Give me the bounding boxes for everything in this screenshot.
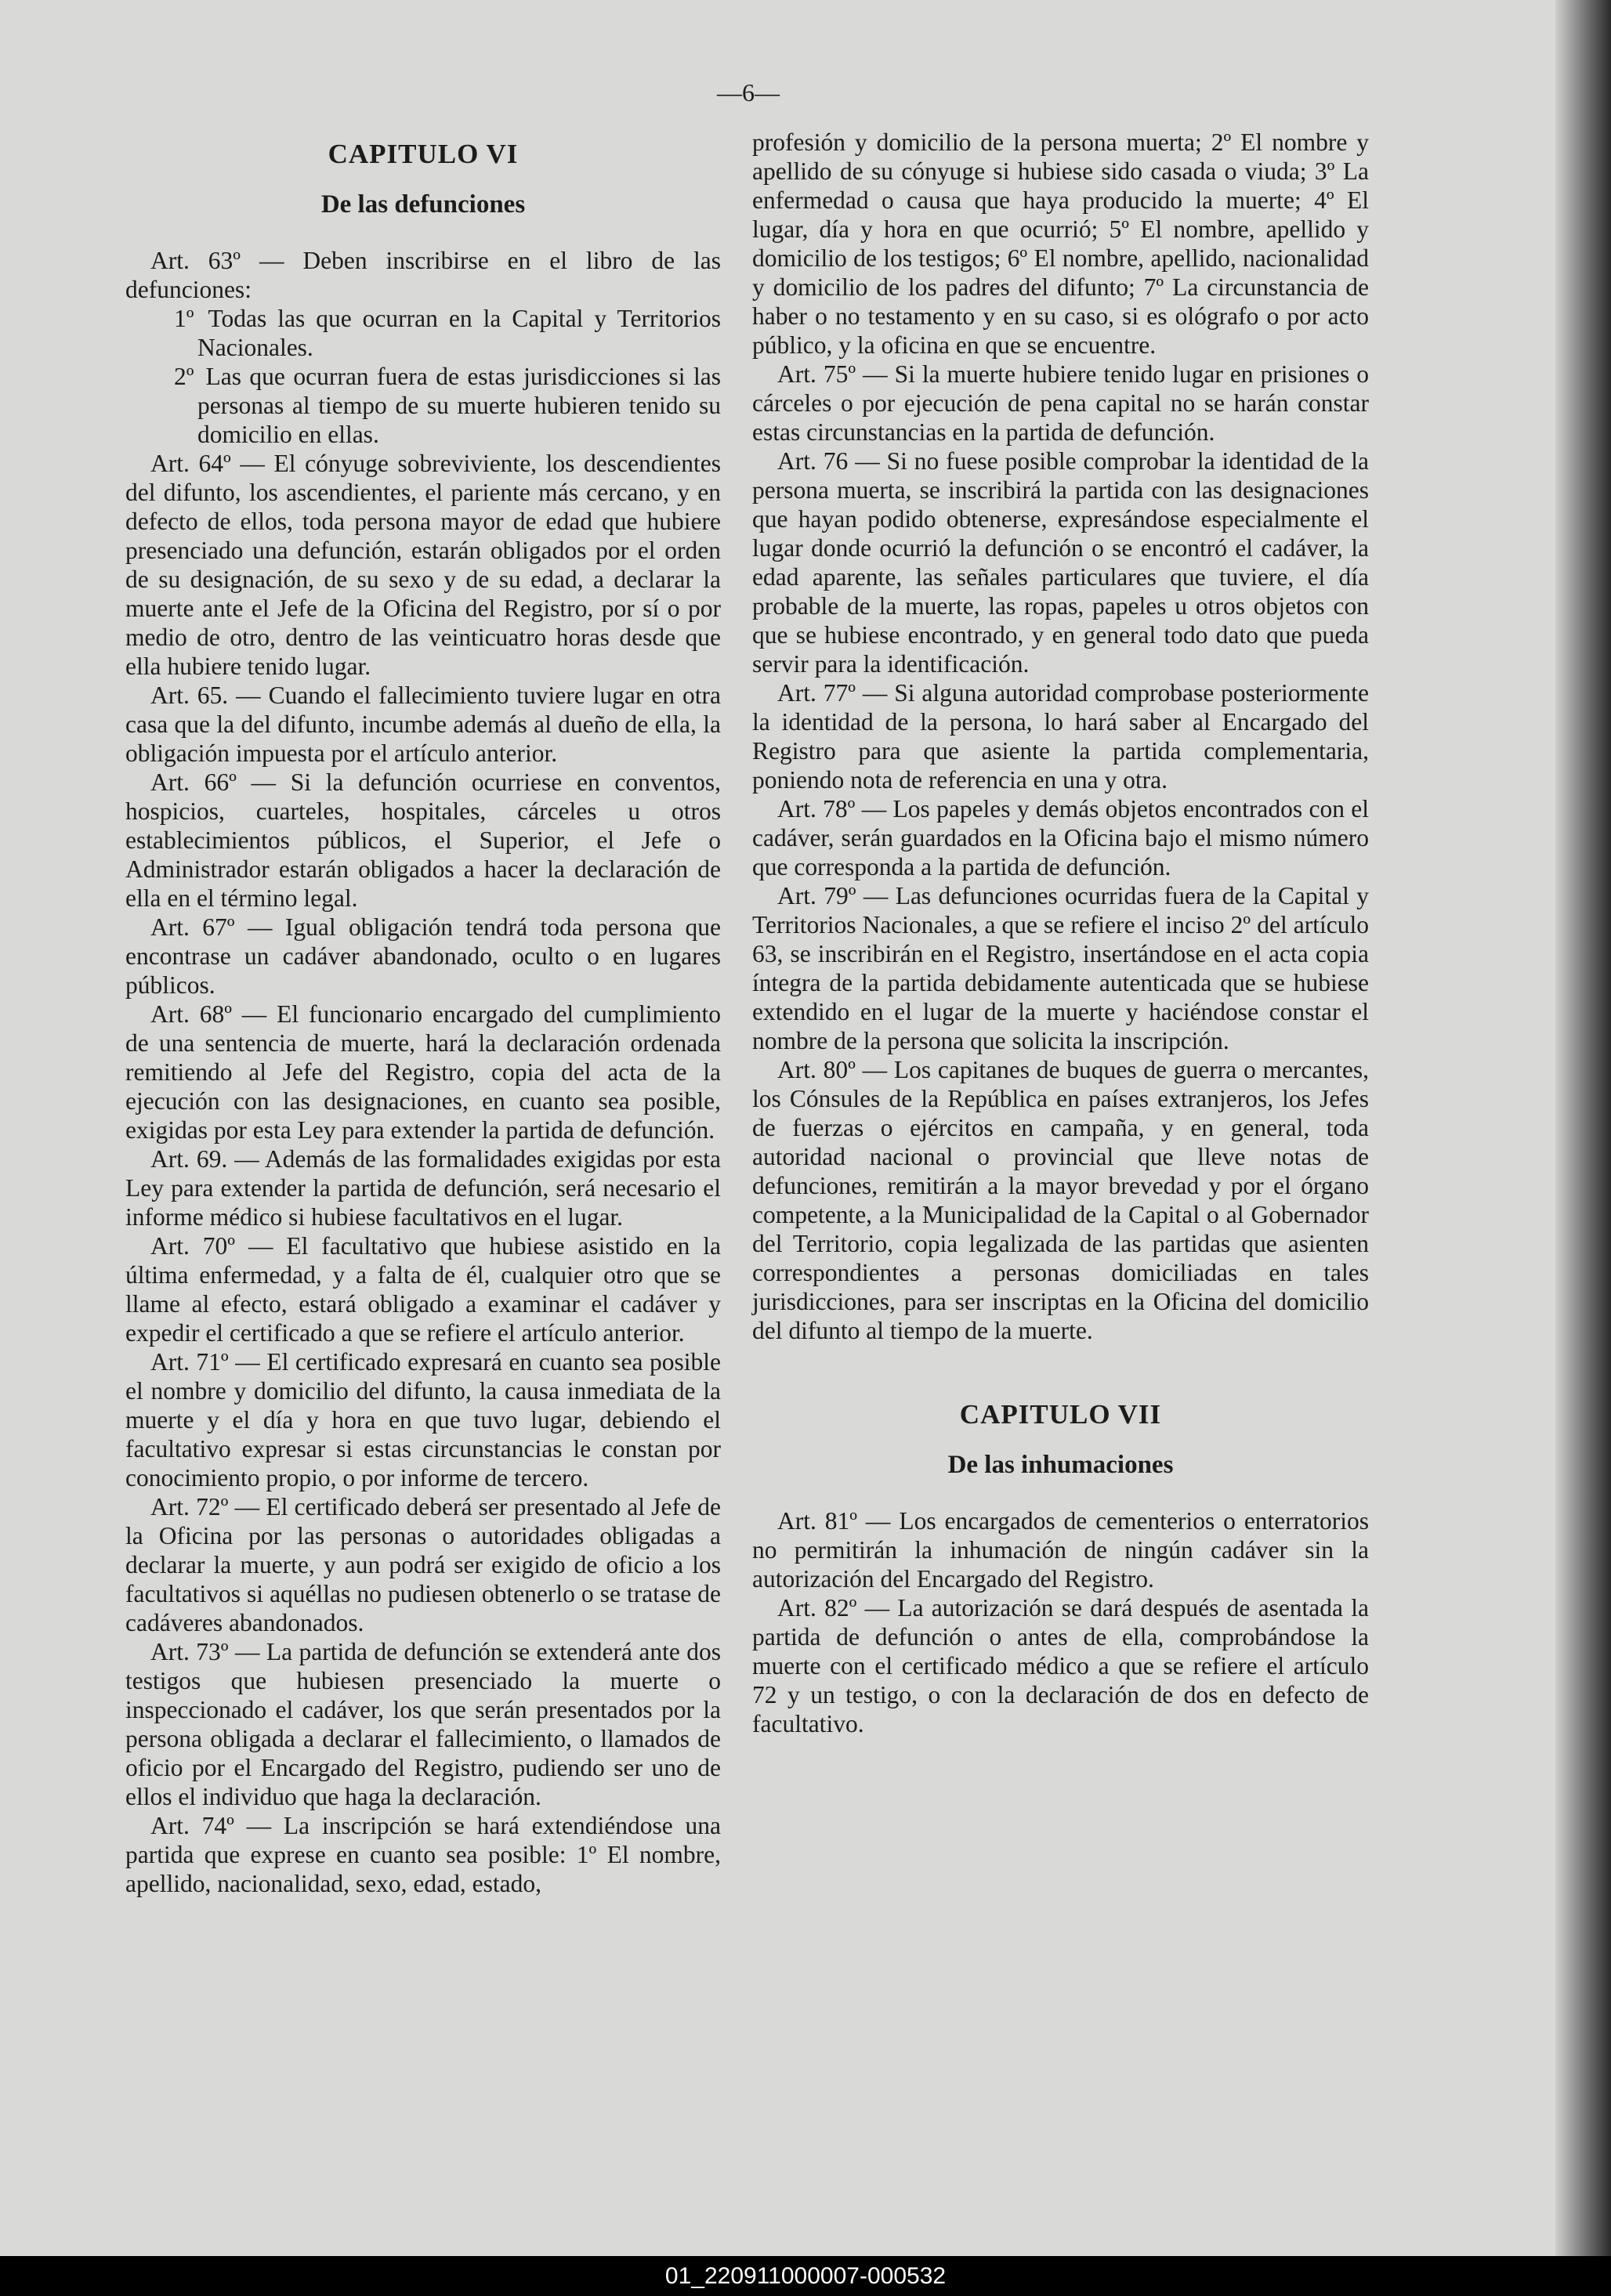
item-number: 1º (174, 305, 194, 332)
article-69: Art. 69. — Además de las formalidades exigidas por esta Ley para extender la partida de defunción, será necesario el informe médico si hubiese facultativos en el lugar. (125, 1145, 721, 1231)
article-64: Art. 64º — El cónyuge sobreviviente, los descendientes del difunto, los ascendientes, el pariente más cercano, y en defecto de ellos, toda persona mayor de edad que hubiere presenciado una defunción, estarán obligados por el orden de su designación, de su sexo y de su edad, a declarar la muerte ante el Jefe de la Oficina del Registro, por sí o por medio de otro, dentro de las veinticuatro horas desde que ella hubiere tenido lugar. (125, 450, 721, 680)
book-binding-edge (1555, 0, 1611, 2256)
scan-id-footer: 01_220911000007-000532 (0, 2256, 1611, 2296)
article-78: Art. 78º — Los papeles y demás objetos encontrados con el cadáver, serán guardados en la Oficina bajo el mismo número que corresponda a la partida de defunción. (752, 795, 1369, 880)
article-63-item-2 (174, 362, 721, 449)
article-71: Art. 71º — El certificado expresará en cuanto sea posible el nombre y domicilio del difunto, la causa inmediata de la muerte y el día y hora en que tuvo lugar, debiendo el facultativo expresar si estas circunstancias le constan por conocimiento propio, o por informe de tercero. (125, 1348, 721, 1491)
article-79: Art. 79º — Las defunciones ocurridas fuera de la Capital y Territorios Nacionales, a que se refiere el inciso 2º del artículo 63, se inscribirán en el Registro, insertándose en el acta copia íntegra de la partida debidamente autenticada que se hubiese extendido en el lugar de la muerte y haciéndose constar el nombre de la persona que solicita la inscripción. (752, 882, 1369, 1054)
article-77: Art. 77º — Si alguna autoridad comprobase posteriormente la identidad de la persona, lo hará saber al Encargado del Registro para que asiente la partida complementaria, poniendo nota de referencia en una y otra. (752, 679, 1369, 794)
article-72: Art. 72º — El certificado deberá ser presentado al Jefe de la Oficina por las personas o autoridades obligadas a declarar la muerte, y aun podrá ser exigido de oficio a los facultativos si aquéllas no pudiesen obtenerlo o se tratase de cadáveres abandonados. (125, 1493, 721, 1636)
article-63: Art. 63º — Deben inscribirse en el libro de las defunciones: (125, 247, 721, 303)
left-column (125, 133, 721, 1898)
chapter-subtitle: De las defunciones (320, 190, 526, 219)
chapter-title: CAPITULO VI (328, 139, 519, 169)
article-70: Art. 70º — El facultativo que hubiese asistido en la última enfermedad, y a falta de él, cualquier otro que se llame al efecto, estará obligado a examinar el cadáver y expedir el certificado a que se refiere el artículo anterior. (125, 1232, 721, 1347)
right-column (752, 128, 1369, 1738)
chapter-subtitle: De las inhumaciones (947, 1451, 1174, 1479)
article-68: Art. 68º — El funcionario encargado del cumplimiento de una sentencia de muerte, hará la declaración ordenada remitiendo al Jefe del Registro, copia del acta de la ejecución con las designaciones, en cuanto sea posible, exigidas por esta Ley para extender la partida de defunción. (125, 1000, 721, 1144)
item-text: Todas las que ocurran en la Capital y Territorios Nacionales. (197, 305, 721, 361)
item-text: Las que ocurran fuera de estas jurisdicciones si las personas al tiempo de su muerte hubieren tenido su domicilio en ellas. (197, 363, 721, 448)
article-74: Art. 74º — La inscripción se hará extendiéndose una partida que exprese en cuanto sea posible: 1º El nombre, apellido, nacionalidad, sexo, edad, estado, (125, 1812, 721, 1897)
article-66: Art. 66º — Si la defunción ocurriese en conventos, hospicios, cuarteles, hospitales, cárceles u otros establecimientos públicos, el Superior, el Jefe o Administrador estarán obligados a hacer la declaración de ella en el término legal. (125, 768, 721, 912)
article-82: Art. 82º — La autorización se dará después de asentada la partida de defunción o antes de ella, comprobándose la muerte con el certificado médico a que se refiere el artículo 72 y un testigo, o con la declaración de dos en defecto de facultativo. (752, 1594, 1369, 1737)
article-73: Art. 73º — La partida de defunción se extenderá ante dos testigos que hubiesen presenciado la muerte o inspeccionado el cadáver, los que serán presentados por la persona obligada a declarar el fallecimiento, o llamados de oficio por el Encargado del Registro, pudiendo ser uno de ellos el individuo que haga la declaración. (125, 1638, 721, 1810)
page-number: —6— (717, 78, 780, 107)
chapter-title: CAPITULO VII (959, 1399, 1162, 1430)
article-63-item-1 (174, 304, 721, 362)
article-65: Art. 65. — Cuando el fallecimiento tuviere lugar en otra casa que la del difunto, incumbe además al dueño de ella, la obligación impuesta por el artículo anterior. (125, 682, 721, 767)
article-81: Art. 81º — Los encargados de cementerios o enterratorios no permitirán la inhumación de ningún cadáver sin la autorización del Encargado del Registro. (752, 1507, 1369, 1593)
item-number: 2º (174, 363, 194, 390)
article-76: Art. 76 — Si no fuese posible comprobar la identidad de la persona muerta, se inscribirá la partida con las designaciones que hayan podido obtenerse, expresándose especialmente el lugar donde ocurrió la defunción o se encontró el cadáver, la edad aparente, las señales particulares que tuviere, el día probable de la muerte, las ropas, papeles u otros objetos con que se hubiese encontrado, y en general todo dato que pueda servir para la identificación. (752, 447, 1369, 678)
article-75: Art. 75º — Si la muerte hubiere tenido lugar en prisiones o cárceles o por ejecución de pena capital no se harán constar estas circunstancias en la partida de defunción. (752, 360, 1369, 446)
article-67: Art. 67º — Igual obligación tendrá toda persona que encontrase un cadáver abandonado, oculto o en lugares públicos. (125, 913, 721, 999)
article-74-continued: profesión y domicilio de la persona muerta; 2º El nombre y apellido de su cónyuge si hubiese sido casada o viuda; 3º La enfermedad o causa que haya producido la muerte; 4º El lugar, día y hora en que ocurrió; 5º El nombre, apellido y domicilio de los testigos; 6º El nombre, apellido, nacionalidad y domicilio de los padres del difunto; 7º La circunstancia de haber o no testamento y en su caso, si es ológrafo o por acto público, y la oficina en que se encuentre. (752, 128, 1369, 359)
article-80: Art. 80º — Los capitanes de buques de guerra o mercantes, los Cónsules de la República en países extranjeros, los Jefes de fuerzas o ejércitos en campaña, y en general, toda autoridad nacional o provincial que lleve notas de defunciones, remitirán a la mayor brevedad y por el órgano competente, a la Municipalidad de la Capital o al Gobernador del Territorio, copia legalizada de las partidas que asienten correspondientes a personas domiciliadas en tales jurisdicciones, para ser inscriptas en la Oficina del domicilio del difunto al tiempo de la muerte. (752, 1056, 1369, 1344)
